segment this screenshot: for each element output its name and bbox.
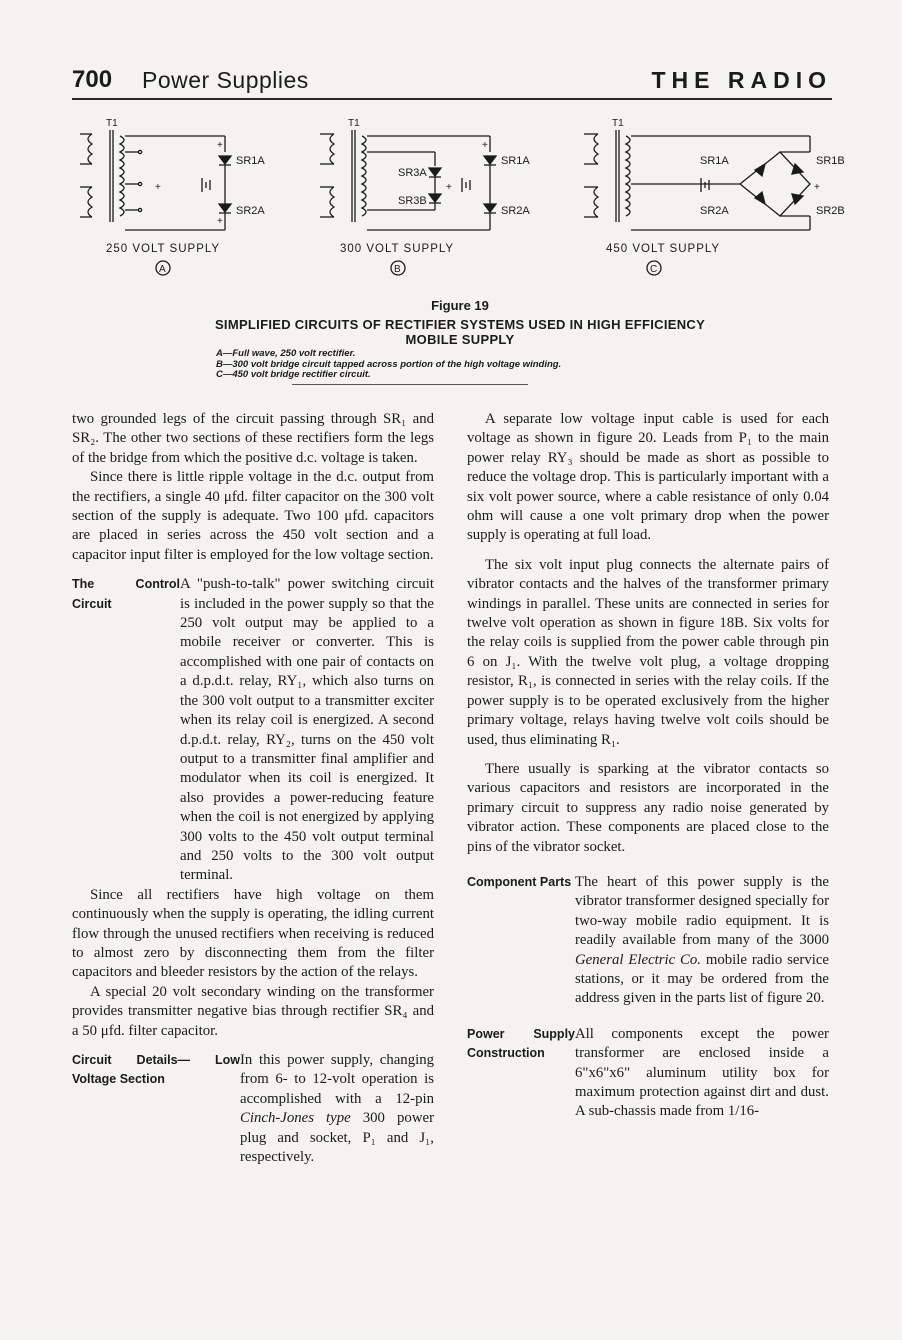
schematic-b-sr3a-label: SR3A	[398, 167, 427, 179]
schematic-c	[584, 118, 845, 275]
right-paragraph-3: There usually is sparking at the vibrator contacts so various capacitors and resistors are incorporated in the primary circuit to suppress any radio noise generated by vibrator action. These components are placed close to the pins of the vibrator socket.	[467, 760, 829, 855]
control-circuit-section	[72, 575, 434, 886]
schematic-c-sr1a-label: SR1A	[700, 155, 729, 167]
schematic-c-sr1b-label: SR1B	[816, 155, 845, 167]
left-paragraph-1: two grounded legs of the circuit passing through SR₁ and SR₂. The other two sections of these rectifiers form the legs of the bridge from which the positive d.c. voltage is taken.	[72, 411, 434, 466]
section-title: Power Supplies	[142, 67, 309, 93]
svg-text:+: +	[446, 182, 452, 193]
schematic-a-letter: A	[159, 264, 166, 275]
component-parts-heading: Component Parts	[467, 874, 572, 889]
figure-rule	[292, 384, 528, 385]
figure-19-schematics	[80, 112, 845, 292]
svg-text:+: +	[814, 182, 820, 193]
right-paragraph-1: A separate low voltage input cable is used for each voltage as shown in figure 20. Leads from P₁ to the main power relay RY₃ should be made as short as possible to reduce the voltage drop. This is particularly important with a six volt power source, where a cable resistance of only 0.04 ohm will cause a one volt primary drop when the power supply is operating at full load.	[467, 411, 829, 544]
figure-title-line-1: SIMPLIFIED CIRCUITS OF RECTIFIER SYSTEMS USED IN HIGH EFFICIENCY	[214, 317, 706, 332]
svg-text:+: +	[155, 182, 161, 193]
figure-legend	[216, 349, 840, 381]
svg-text:+: +	[217, 216, 223, 227]
left-column	[72, 410, 434, 1167]
schematic-b-letter: B	[394, 264, 401, 275]
construction-section	[467, 1025, 829, 1122]
figure-title-line-2: MOBILE SUPPLY	[405, 332, 515, 347]
svg-text:+: +	[217, 140, 223, 151]
schematic-a-sr1-label: SR1A	[236, 155, 265, 167]
schematic-c-sr2b-label: SR2B	[816, 205, 845, 217]
schematic-c-letter: C	[650, 264, 658, 275]
left-paragraph-3: Since all rectifiers have high voltage on them continuously when the supply is operating, the idling current flow through the unused rectifiers when receiving is reduced to almost zero by disconnecting them from the filter capacitors and bleeder resistors by the action of the relays.	[72, 886, 434, 981]
schematic-b-sr2-label: SR2A	[501, 205, 530, 217]
control-circuit-text: A "push-to-talk" power switching circuit is included in the power supply so that the 250 volt output may be applied to a mobile receiver or converter. This is accomplished with one pair of contacts on a d.p.d.t. relay, RY₁, which also turns on the 300 volt output to a transmitter exciter when its relay coil is energized. A second d.p.d.t. relay, RY₂, turns on the 450 volt output to a transmitter final amplifier and modulator when its coil is energized. It also provides a power-reducing feature when the coil is not energized by applying 300 volts to the 450 volt output terminal and 250 volts to the 300 volt output terminal.	[180, 576, 434, 884]
figure-legend-c: C—450 volt bridge rectifier circuit.	[216, 369, 371, 380]
schematic-c-supply-label: 450 VOLT SUPPLY	[606, 243, 721, 255]
circuit-details-section	[72, 1051, 434, 1167]
component-parts-section	[467, 873, 829, 1009]
schematic-b-transformer-label: T1	[348, 118, 360, 129]
right-column	[467, 410, 829, 1122]
schematic-b-supply-label: 300 VOLT SUPPLY	[340, 243, 455, 255]
schematic-b	[320, 118, 530, 275]
figure-legend-b: B—300 volt bridge circuit tapped across portion of the high voltage winding.	[216, 358, 562, 370]
page-number: 700	[72, 66, 113, 93]
schematic-a-sr2-label: SR2A	[236, 205, 265, 217]
svg-text:+: +	[482, 140, 488, 151]
schematic-c-sr2a-label: SR2A	[700, 205, 729, 217]
schematic-a	[80, 118, 265, 275]
component-parts-text: The heart of this power supply is the vibrator transformer designed specially for two-way mobile radio equipment. It is readily available from many of the 3000 General Electric Co. mobile radio service stations, or it may be ordered from the address given in the parts list of figure 20.	[575, 873, 829, 1007]
control-circuit-heading: The Control Circuit	[72, 577, 180, 611]
circuit-details-heading: Circuit Details— Low Voltage Section	[72, 1053, 240, 1087]
circuit-details-text: In this power supply, changing from 6- to 12-volt operation is accomplished with a 12-pin Cinch-Jones type 300 power plug and socket, P₁ and J₁, respectively.	[240, 1052, 434, 1166]
left-paragraph-4: A special 20 volt secondary winding on the transformer provides transmitter negative bias through rectifier SR₄ and a 50 μfd. filter capacitor.	[72, 983, 434, 1039]
schematic-a-supply-label: 250 VOLT SUPPLY	[106, 243, 221, 255]
schematic-b-sr1-label: SR1A	[501, 155, 530, 167]
figure-legend-a: A—Full wave, 250 volt rectifier.	[216, 348, 356, 359]
construction-text: All components except the power transformer are enclosed inside a 6"x6"x6" aluminum utility box for maximum protection against dirt and dust. A sub-chassis made from 1/16-	[575, 1025, 829, 1120]
page-header	[72, 66, 832, 100]
schematic-a-transformer-label: T1	[106, 118, 118, 129]
book-title: THE RADIO	[651, 67, 832, 93]
right-paragraph-2: The six volt input plug connects the alternate pairs of vibrator contacts and the halves of the transformer primary windings in parallel. These units are connected in series for twelve volt operation as shown in figure 18B. Six volts for the relay coils is supplied from the power cable through pin 6 on J₁. With the twelve volt plug, a voltage dropping resistor, R₁, is connected in series with the relay coils. If the power supply is to be operated exclusively from the higher primary voltage, relays having twelve volt coils should be used, thus eliminating R₁.	[467, 556, 829, 748]
construction-heading: Power Supply Construction	[467, 1026, 575, 1061]
left-paragraph-2: Since there is little ripple voltage in the d.c. output from the rectifiers, a single 40 μfd. filter capacitor on the 300 volt section of the supply is adequate. Two 100 μfd. capacitors are placed in series across the 450 volt section and a capacitor input filter is employed for the low voltage section.	[72, 469, 434, 563]
figure-caption	[80, 298, 840, 381]
figure-number: Figure 19	[431, 298, 489, 313]
schematic-c-transformer-label: T1	[612, 118, 624, 129]
schematic-b-sr3b-label: SR3B	[398, 195, 427, 207]
